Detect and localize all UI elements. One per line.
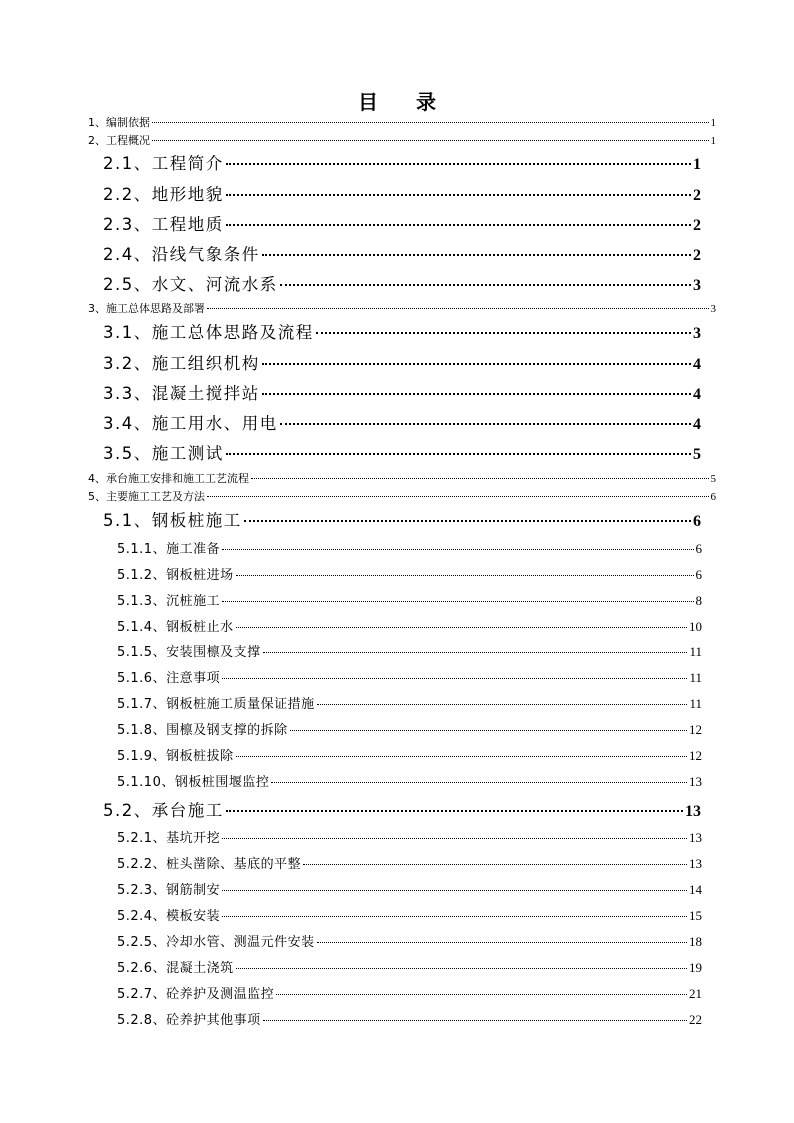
toc-entry-page: 4 [693,416,701,433]
toc-entry[interactable] [117,879,702,898]
toc-entry[interactable] [117,719,702,738]
toc-entry-label: 3.2、施工组织机构 [103,354,260,373]
toc-entry-page: 11 [689,644,702,659]
toc-entry[interactable] [103,150,701,174]
toc-entry-label: 1、编制依据 [88,116,150,129]
dot-leader [317,942,687,943]
toc-entry-page: 11 [689,696,702,711]
toc-entry[interactable] [117,827,702,846]
toc-entry-page: 6 [695,567,702,582]
toc-entry-page: 3 [693,325,701,342]
dot-leader [152,140,709,141]
dot-leader [226,810,683,812]
dot-leader [244,520,691,522]
toc-entry-page: 1 [710,117,716,129]
toc-entry-label: 5、主要施工工艺及方法 [88,490,205,503]
toc-entry[interactable] [88,488,716,504]
toc-entry-page: 10 [689,619,702,634]
toc-entry-page: 12 [689,748,702,763]
toc-entry-page: 3 [693,277,701,294]
toc-entry-label: 5.1、钢板桩施工 [103,511,242,530]
toc-entry-label: 5.1.3、沉桩施工 [117,594,221,609]
dot-leader [226,224,691,226]
toc-entry-label: 5.1.2、钢板桩进场 [117,568,234,583]
toc-entry[interactable] [103,241,701,265]
dot-leader [280,284,691,286]
toc-entry-page: 2 [693,247,701,264]
dot-leader [262,393,691,395]
toc-entry-page: 11 [689,670,702,685]
toc-entry-label: 5.1.5、安装围檩及支撑 [117,645,261,660]
dot-leader [303,864,687,865]
toc-entry-page: 1 [710,135,716,147]
toc-entry-label: 2、工程概况 [88,134,150,147]
toc-entry-label: 3.3、混凝土搅拌站 [103,384,260,403]
toc-entry-page: 12 [689,722,702,737]
toc-entry[interactable] [117,745,702,764]
dot-leader [262,363,691,365]
toc-entry[interactable] [117,641,702,660]
toc-entry-label: 5.1.9、钢板桩拔除 [117,749,234,764]
dot-leader [236,968,687,969]
dot-leader [290,730,687,731]
toc-entry[interactable] [117,667,702,686]
toc-entry-label: 5.2.3、钢筋制安 [117,883,221,898]
toc-entry-label: 5.2.4、模板安装 [117,909,221,924]
toc-entry[interactable] [117,1009,702,1028]
toc-entry-label: 3.4、施工用水、用电 [103,414,278,433]
toc-entry-label: 2.2、地形地貌 [103,185,224,204]
toc-entry[interactable] [88,114,716,130]
toc-entry-label: 5.1.1、施工准备 [117,542,221,557]
toc-entry[interactable] [117,564,702,583]
toc-entry-page: 4 [693,386,701,403]
toc-entry-page: 4 [693,356,701,373]
dot-leader [222,838,687,839]
page-title: 目录 [358,90,474,114]
toc-entry[interactable] [88,470,716,486]
toc-entry-page: 6 [710,491,716,503]
dot-leader [226,453,691,455]
dot-leader [317,704,688,705]
toc-entry[interactable] [117,853,702,872]
toc-entry-page: 13 [689,774,702,789]
toc-entry-label: 5.1.4、钢板桩止水 [117,620,234,635]
toc-entry-label: 5.2.1、基坑开挖 [117,831,221,846]
toc-entry[interactable] [103,797,701,821]
dot-leader [251,478,709,479]
toc-entry[interactable] [88,300,716,316]
toc-entry[interactable] [103,271,701,295]
dot-leader [222,549,693,550]
toc-entry-page: 6 [693,513,701,530]
dot-leader [222,678,687,679]
dot-leader [222,916,687,917]
dot-leader [263,1020,687,1021]
toc-entry[interactable] [88,132,716,148]
dot-leader [276,994,687,995]
toc-entry-page: 15 [689,908,702,923]
toc-entry-page: 14 [689,882,702,897]
toc-entry-label: 5.1.7、钢板桩施工质量保证措施 [117,697,315,712]
toc-entry[interactable] [103,211,701,235]
toc-entry-page: 21 [689,986,702,1001]
toc-entry-page: 8 [695,593,702,608]
toc-entry[interactable] [103,410,701,434]
toc-entry[interactable] [117,983,702,1002]
toc-entry-page: 5 [710,473,716,485]
toc-entry-label: 5.2.8、砼养护其他事项 [117,1013,261,1028]
toc-entry[interactable] [103,440,701,464]
dot-leader [263,652,688,653]
toc-entry-page: 19 [689,960,702,975]
toc-entry[interactable] [103,350,701,374]
toc-entry[interactable] [103,319,701,343]
dot-leader [262,254,691,256]
dot-leader [271,782,687,783]
dot-leader [222,601,693,602]
toc-entry-label: 5.1.6、注意事项 [117,671,221,686]
toc-entry-label: 2.4、沿线气象条件 [103,245,260,264]
dot-leader [236,756,687,757]
toc-entry[interactable] [117,616,702,635]
toc-entry[interactable] [117,905,702,924]
toc-entry-page: 13 [689,856,702,871]
toc-entry[interactable] [117,538,702,557]
dot-leader [207,308,709,309]
toc-entry-label: 5.2.2、桩头凿除、基底的平整 [117,857,302,872]
toc-entry-label: 5.2.5、冷却水管、测温元件安装 [117,935,315,950]
dot-leader [226,194,691,196]
toc-entry[interactable] [117,771,702,790]
toc-entry[interactable] [117,957,702,976]
toc-entry-label: 5.1.8、围檩及钢支撑的拆除 [117,723,288,738]
toc-entry-page: 5 [693,446,701,463]
toc-entry[interactable] [103,380,701,404]
toc-entry[interactable] [117,590,702,609]
toc-entry[interactable] [103,507,701,531]
toc-entry-page: 13 [685,803,701,820]
dot-leader [226,163,691,165]
toc-entry[interactable] [117,931,702,950]
toc-entry-page: 1 [693,156,701,173]
toc-entry-label: 5.2.6、混凝土浇筑 [117,961,234,976]
toc-entry-label: 3、施工总体思路及部署 [88,302,205,315]
toc-entry-label: 3.1、施工总体思路及流程 [103,323,314,342]
toc-entry-page: 22 [689,1012,702,1027]
toc-entry-page: 2 [693,187,701,204]
toc-entry-label: 2.1、工程简介 [103,154,224,173]
toc-entry-label: 5.2、承台施工 [103,801,224,820]
toc-entry-label: 2.3、工程地质 [103,215,224,234]
toc-entry-label: 4、承台施工安排和施工工艺流程 [88,472,249,485]
dot-leader [316,332,691,334]
toc-entry-label: 5.1.10、钢板桩围堰监控 [117,775,270,790]
toc-entry-page: 13 [689,830,702,845]
dot-leader [236,575,694,576]
toc-entry[interactable] [103,181,701,205]
dot-leader [222,890,687,891]
toc-entry-page: 3 [710,303,716,315]
toc-entry-page: 6 [695,541,702,556]
toc-entry[interactable] [117,693,702,712]
dot-leader [236,627,687,628]
toc-entry-page: 18 [689,934,702,949]
toc-entry-label: 2.5、水文、河流水系 [103,275,278,294]
toc-entry-label: 5.2.7、砼养护及测温监控 [117,987,275,1002]
dot-leader [280,423,691,425]
toc-entry-page: 2 [693,217,701,234]
dot-leader [152,122,709,123]
toc-entry-label: 3.5、施工测试 [103,444,224,463]
dot-leader [207,496,709,497]
